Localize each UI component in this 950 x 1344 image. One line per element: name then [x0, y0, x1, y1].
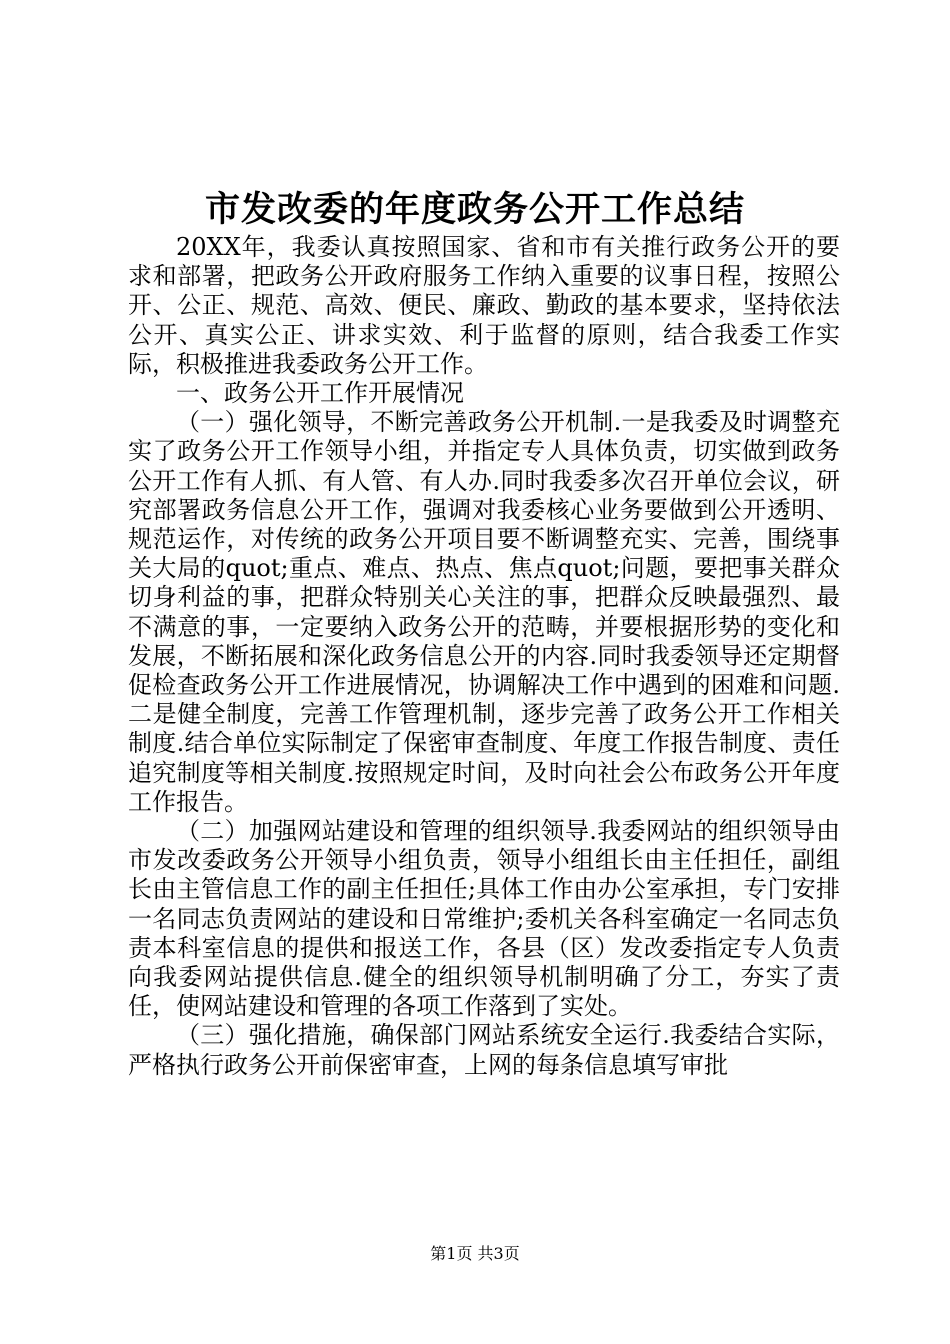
paragraph-item-2: （二）加强网站建设和管理的组织领导.我委网站的组织领导由市发改委政务公开领导小组负责，领导小组组长由主任担任，副组长由主管信息工作的副主任担任;具体工作由办公室承担，专门安排一名同志负责网站的建设和日常维护;委机关各科室确定一名同志负责本科室信息的提供和报送工作，各县（区）发改委指定专人负责向我委网站提供信息.健全的组织领导机制明确了分工，夯实了责任，使网站建设和管理的各项工作落到了实处。	[128, 817, 840, 1021]
page-number: 第1页 共3页	[430, 1244, 520, 1263]
document-title: 市发改委的年度政务公开工作总结	[204, 189, 745, 230]
paragraph-item-1: （一）强化领导，不断完善政务公开机制.一是我委及时调整充实了政务公开工作领导小组，并指定专人具体负责，切实做到政务公开工作有人抓、有人管、有人办.同时我委多次召开单位会议，研究部署政务信息公开工作，强调对我委核心业务要做到公开透明、规范运作，对传统的政务公开项目要不断调整充实、完善，围绕事关大局的quot;重点、难点、热点、焦点quot;问题，要把事关群众切身利益的事，把群众特别关心关注的事，把群众反映最强烈、最不满意的事，一定要纳入政务公开的范畴，并要根据形势的变化和发展，不断拓展和深化政务信息公开的内容.同时我委领导还定期督促检查政务公开工作进展情况，协调解决工作中遇到的困难和问题.二是健全制度，完善工作管理机制，逐步完善了政务公开工作相关制度.结合单位实际制定了保密审查制度、年度工作报告制度、责任追究制度等相关制度.按照规定时间，及时向社会公布政务公开年度工作报告。	[128, 408, 840, 816]
paragraph-intro: 20XX年，我委认真按照国家、省和市有关推行政务公开的要求和部署，把政务公开政府服务工作纳入重要的议事日程，按照公开、公正、规范、高效、便民、廉政、勤政的基本要求，坚持依法公开、真实公正、讲求实效、利于监督的原则，结合我委工作实际，积极推进我委政务公开工作。	[128, 233, 840, 378]
document-body	[128, 233, 840, 1080]
section-heading: 一、政务公开工作开展情况	[176, 379, 464, 408]
paragraph-item-3: （三）强化措施，确保部门网站系统安全运行.我委结合实际，严格执行政务公开前保密审查，上网的每条信息填写审批	[128, 1021, 840, 1079]
